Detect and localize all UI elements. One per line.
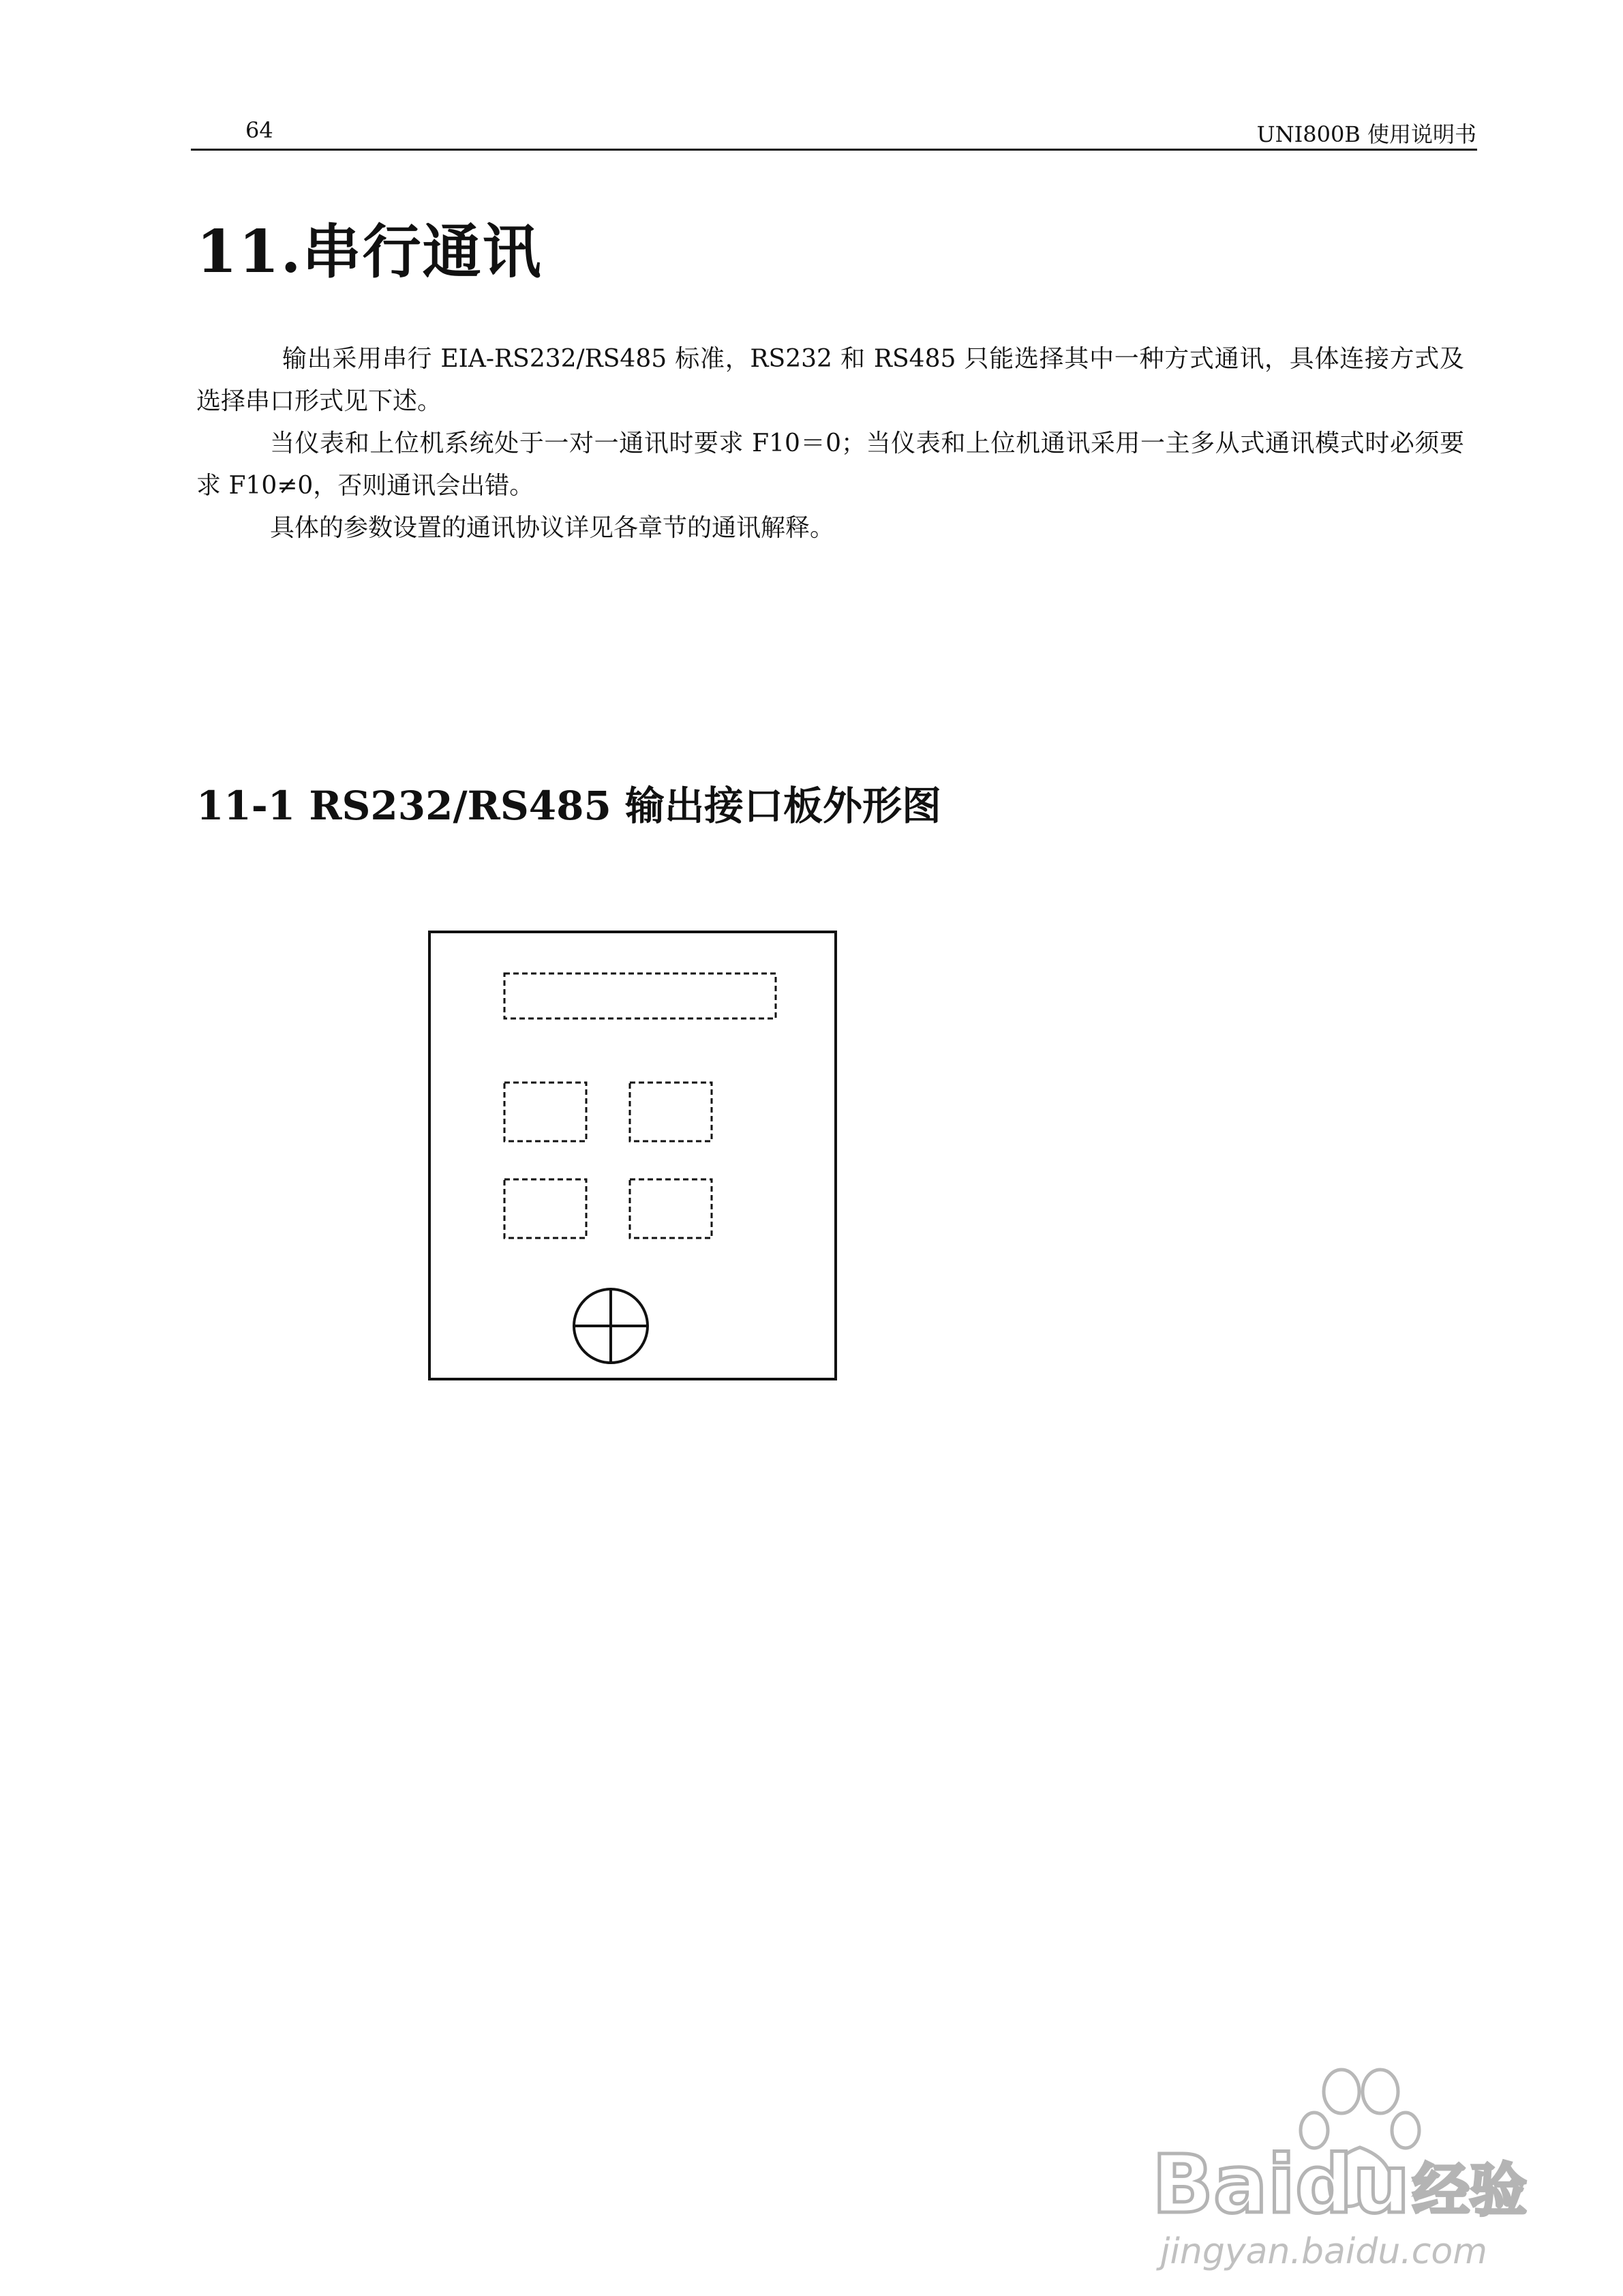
board-terminal-block (630, 1083, 712, 1141)
chapter-body (196, 338, 1464, 549)
interface-board-diagram (421, 924, 844, 1387)
baidu-jingyan-watermark (1152, 2059, 1534, 2284)
board-terminal-block (630, 1179, 712, 1238)
mounting-hole-icon (574, 1289, 648, 1363)
watermark-brand-cn: 经验 (1412, 2157, 1528, 2224)
board-slot-connector (504, 973, 776, 1018)
paragraph: 输出采用串行 EIA-RS232/RS485 标准，RS232 和 RS485 只能选择其中一种方式通讯，具体连接方式及选择串口形式见下述。 (196, 345, 1464, 415)
header-divider (191, 149, 1477, 151)
document-title: UNI800B 使用说明书 (1256, 121, 1476, 147)
board-terminal-block (504, 1083, 586, 1141)
section-title: 11-1 RS232/RS485 输出接口板外形图 (196, 783, 942, 829)
page-number: 64 (245, 117, 273, 143)
paragraph: 具体的参数设置的通讯协议详见各章节的通讯解释。 (270, 514, 835, 542)
chapter-title: 11.串行通讯 (196, 217, 543, 286)
watermark-url: jingyan.baidu.com (1160, 2231, 1487, 2272)
board-terminal-block (504, 1179, 586, 1238)
watermark-brand: Baidu (1152, 2137, 1410, 2231)
paragraph: 当仪表和上位机系统处于一对一通讯时要求 F10＝0；当仪表和上位机通讯采用一主多从式通讯模式时必须要求 F10≠0，否则通讯会出错。 (196, 429, 1464, 500)
